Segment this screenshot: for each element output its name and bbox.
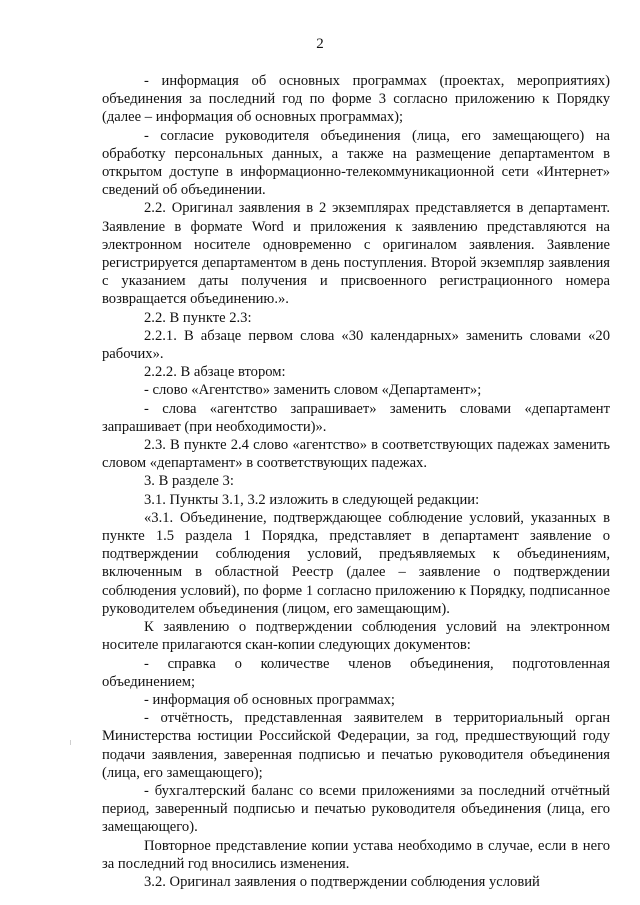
- paragraph-2-2-2: 2.2.2. В абзаце втором:: [144, 364, 286, 381]
- paragraph-members-certificate: - справка о количестве членов объединения, подготовленная объединением;: [102, 655, 610, 690]
- paragraph-3-1-text: «3.1. Объединение, подтверждающее соблюдение условий, указанных в пункте 1.5 раздела 1 Порядка, представляет в департамент заявление о подтверждении соблюдения условий, предъявляемых к объединениям, включенным в областной Реестр (далее – заявление о подтверждении соблюдения условий), по форме 1 согласно приложению к Порядку, подписанное руководителем объединения (лицом, его замещающим).: [102, 509, 610, 617]
- paragraph-reporting: - отчётность, представленная заявителем в территориальный орган Министерства юстиции Российской Федерации, за год, предшествующий году подачи заявления, заверенная подписью и печатью руководителя объединения (лица, его замещающего);: [102, 710, 610, 781]
- paragraph-3-2: 3.2. Оригинал заявления о подтверждении соблюдения условий: [144, 873, 540, 890]
- paragraph-main-programs-info: - информация об основных программах (проектах, мероприятиях) объединения за последний год по форме 3 согласно приложению к Порядку (далее – информация об основных программах);: [102, 73, 610, 126]
- paragraph-2-3: 2.3. В пункте 2.4 слово «агентство» в соответствующих падежах заменить словом «департамент» в соответствующих падежах.: [102, 437, 610, 472]
- paragraph-section-3: 3. В разделе 3:: [144, 473, 234, 490]
- paragraph-agency-requests: - слова «агентство запрашивает» заменить словами «департамент запрашивает (при необходимости)».: [102, 400, 610, 435]
- page-number: 2: [316, 36, 324, 52]
- paragraph-2-2-heading: 2.2. В пункте 2.3:: [144, 309, 252, 326]
- paragraph-agency-word: - слово «Агентство» заменить словом «Департамент»;: [144, 382, 482, 399]
- paragraph-consent: - согласие руководителя объединения (лица, его замещающего) на обработку персональных данных, а также на размещение департаментом в открытом доступе в информационно-телекоммуникационной сети «Интернет» сведений об объединении.: [102, 127, 610, 199]
- paragraph-2-2-original: 2.2. Оригинал заявления в 2 экземплярах представляется в департамент. Заявление в формате Word и приложения к заявлению представляются на электронном носителе одновременно с оригиналом заявления. Заявление регистрируется департаментом в день поступления. Второй экземпляр заявления с указанием даты получения и присвоенного регистрационного номера возвращается объединению.».: [102, 200, 610, 308]
- paragraph-2-2-1: 2.2.1. В абзаце первом слова «30 календарных» заменить словами «20 рабочих».: [102, 327, 610, 363]
- paragraph-attachments-intro: К заявлению о подтверждении соблюдения условий на электронном носителе прилагаются скан-копии следующих документов:: [102, 619, 610, 654]
- document-body: [102, 72, 610, 891]
- paragraph-balance-sheet: - бухгалтерский баланс со всеми приложениями за последний отчётный период, заверенный подписью и печатью руководителя объединения (лица, его замещающего).: [102, 782, 610, 836]
- paragraph-programs-info: - информация об основных программах;: [144, 691, 395, 708]
- paragraph-3-1-heading: 3.1. Пункты 3.1, 3.2 изложить в следующей редакции:: [144, 491, 480, 508]
- margin-mark: [70, 740, 71, 745]
- paragraph-charter-copy: Повторное представление копии устава необходимо в случае, если в него за последний год вносились изменения.: [102, 837, 610, 872]
